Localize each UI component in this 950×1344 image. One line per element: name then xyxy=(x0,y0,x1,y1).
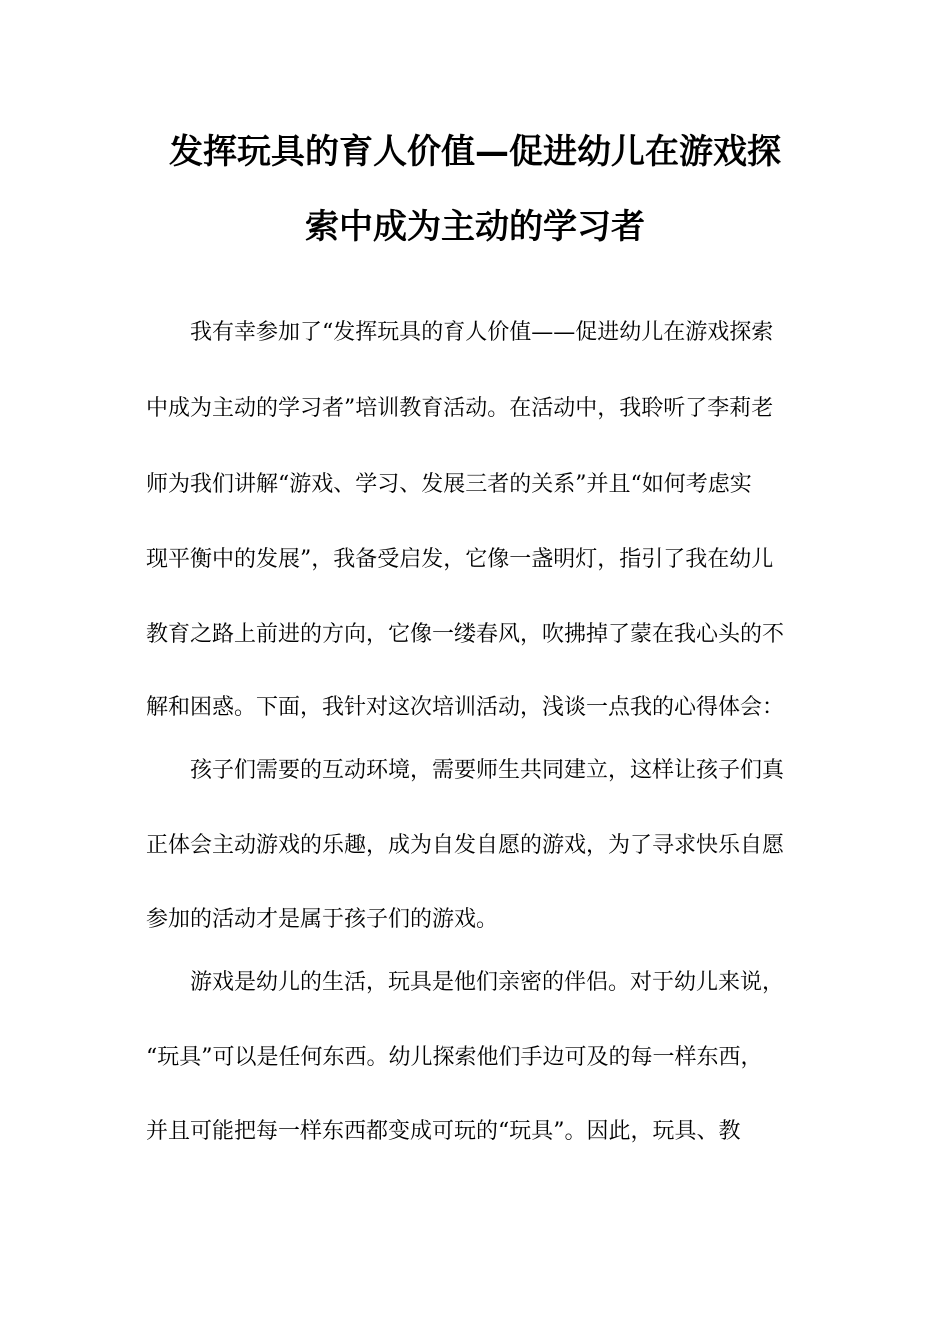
paragraph-line: 孩子们需要的互动环境，需要师生共同建立，这样让孩子们真 xyxy=(190,758,785,783)
paragraph-line: 我有幸参加了“发挥玩具的育人价值——促进幼儿在游戏探索 xyxy=(190,320,774,345)
paragraph-line: 并且可能把每一样东西都变成可玩的“玩具”。因此，玩具、教 xyxy=(146,1119,741,1144)
paragraph-line: 中成为主动的学习者”培训教育活动。在活动中，我聆听了李莉老 xyxy=(146,396,774,421)
document-title-line-2: 索中成为主动的学习者 xyxy=(305,207,645,247)
paragraph-line: “玩具”可以是任何东西。幼儿探索他们手边可及的每一样东西， xyxy=(146,1045,763,1070)
document-title-line-1: 发挥玩具的育人价值—促进幼儿在游戏探 xyxy=(169,132,781,172)
paragraph-line: 参加的活动才是属于孩子们的游戏。 xyxy=(146,907,499,932)
paragraph-line: 教育之路上前进的方向，它像一缕春风，吹拂掉了蒙在我心头的不 xyxy=(146,622,785,647)
paragraph-line: 现平衡中的发展”，我备受启发，它像一盏明灯，指引了我在幼儿 xyxy=(146,547,774,572)
paragraph-line: 游戏是幼儿的生活，玩具是他们亲密的伴侣。对于幼儿来说， xyxy=(190,970,785,995)
paragraph-line: 师为我们讲解“游戏、学习、发展三者的关系”并且“如何考虑实 xyxy=(146,472,752,497)
paragraph-line: 正体会主动游戏的乐趣，成为自发自愿的游戏，为了寻求快乐自愿 xyxy=(146,833,785,858)
paragraph-line: 解和困惑。下面，我针对这次培训活动，浅谈一点我的心得体会： xyxy=(146,695,785,720)
